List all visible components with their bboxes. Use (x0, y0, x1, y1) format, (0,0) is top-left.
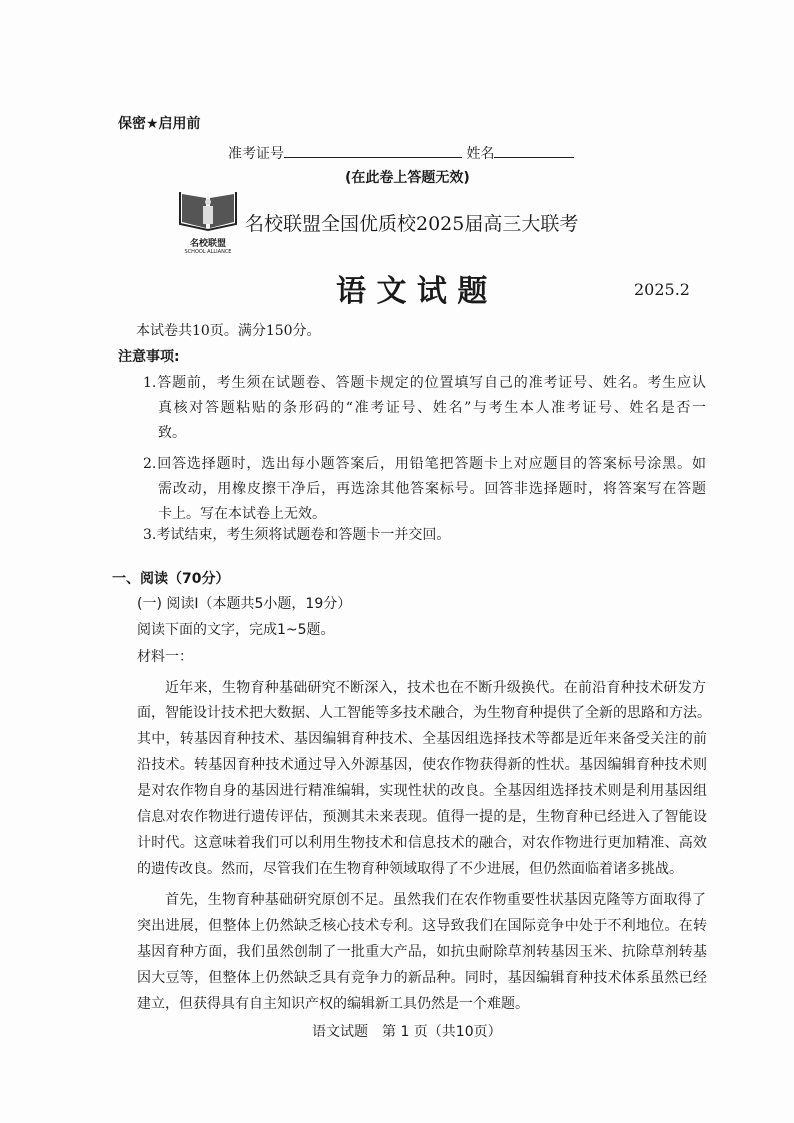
paragraph-line: 因大豆等，但整体上仍然缺乏具有竞争力的新品种。同时，基因编辑育种技术体系虽然已经 (137, 970, 707, 986)
subject-title: 语 文 试 题 (336, 274, 488, 309)
page-footer: 语文试题 第 1 页（共10页） (312, 1024, 502, 1040)
paragraph-line: 的遗传改良。然而，尽管我们在生物育种领域取得了不少进展，但仍然面临着诸多挑战。 (137, 861, 683, 877)
note-2-line: 卡上。写在本试卷上无效。 (158, 506, 326, 522)
section-heading: 一、阅读（70分） (112, 571, 230, 587)
note-1-line: 真核对答题粘贴的条形码的“准考证号、姓名”与考生本人准考证号、姓名是否一 (158, 400, 706, 416)
note-1-line: 致。 (158, 425, 186, 441)
name-label: 姓名 (466, 146, 495, 162)
paragraph-line: 近年来，生物育种基础研究不断深入，技术也在不断升级换代。在前沿育种技术研发方 (165, 680, 706, 696)
paragraph-line: 基因育种方面，我们虽然创制了一批重大产品，如抗虫耐除草剂转基因玉米、抗除草剂转基 (137, 944, 707, 960)
exam-id-field[interactable] (284, 143, 462, 158)
paragraph-line: 首先，生物育种基础研究原创不足。虽然我们在农作物重要性状基因克隆等方面取得了 (165, 892, 706, 908)
paragraph-line: 面，智能设计技术把大数据、人工智能等多技术融合，为生物育种提供了全新的思路和方法。 (137, 705, 711, 721)
exam-title: 名校联盟全国优质校2025届高三大联考 (245, 213, 579, 235)
paragraph-line: 沿技术。转基因育种技术通过导入外源基因，使农作物获得新的性状。基因编辑育种技术则 (137, 757, 707, 773)
candidate-info (228, 143, 574, 163)
name-field[interactable] (494, 143, 574, 158)
confidential-label: 保密★启用前 (118, 116, 201, 132)
material-label: 材料一： (137, 649, 193, 665)
subsection-heading: (一) 阅读Ⅰ（本题共5小题，19分） (137, 596, 352, 612)
logo-en-text: SCHOOL ALLIANCE (184, 249, 232, 255)
paragraph-line: 其中，转基因育种技术、基因编辑育种技术、全基因组选择技术等都是近年来备受关注的前 (137, 731, 707, 747)
exam-id-label: 准考证号 (228, 146, 284, 162)
reading-instruction: 阅读下面的文字，完成1~5题。 (137, 622, 335, 638)
invalid-note: (在此卷上答题无效) (345, 170, 470, 186)
note-2-line: 需改动，用橡皮擦干净后，再选涂其他答案标号。回答非选择题时，将答案写在答题 (158, 481, 706, 497)
notes-title: 注意事项: (118, 349, 180, 365)
logo-cn-text: 名校联盟 (189, 239, 226, 249)
note-3-line: 3.考试结束，考生须将试题卷和答题卡一并交回。 (143, 527, 451, 543)
note-1-line: 1.答题前，考生须在试题卷、答题卡规定的位置填写自己的准考证号、姓名。考生应认 (143, 375, 706, 391)
school-alliance-logo (176, 188, 240, 258)
note-2-line: 2.回答选择题时，选出每小题答案后，用铅笔把答题卡上对应题目的答案标号涂黑。如 (143, 456, 706, 472)
paragraph-line: 突出进展，但整体上仍然缺乏核心技术专利。这导致我们在国际竞争中处于不利地位。在转 (137, 918, 707, 934)
open-book-icon (176, 188, 240, 232)
intro-text: 本试卷共10页。满分150分。 (136, 323, 321, 339)
exam-date: 2025.2 (634, 280, 690, 299)
paragraph-line: 信息对农作物进行遗传评估，预测其未来表现。值得一提的是，生物育种已经进入了智能设 (137, 809, 707, 825)
paragraph-line: 计时代。这意味着我们可以利用生物技术和信息技术的融合，对农作物进行更加精准、高效 (137, 835, 707, 851)
paragraph-line: 建立，但获得具有自主知识产权的编辑新工具仍然是一个难题。 (137, 996, 529, 1012)
paragraph-line: 是对农作物自身的基因进行精准编辑，实现性状的改良。全基因组选择技术则是利用基因组 (137, 783, 707, 799)
